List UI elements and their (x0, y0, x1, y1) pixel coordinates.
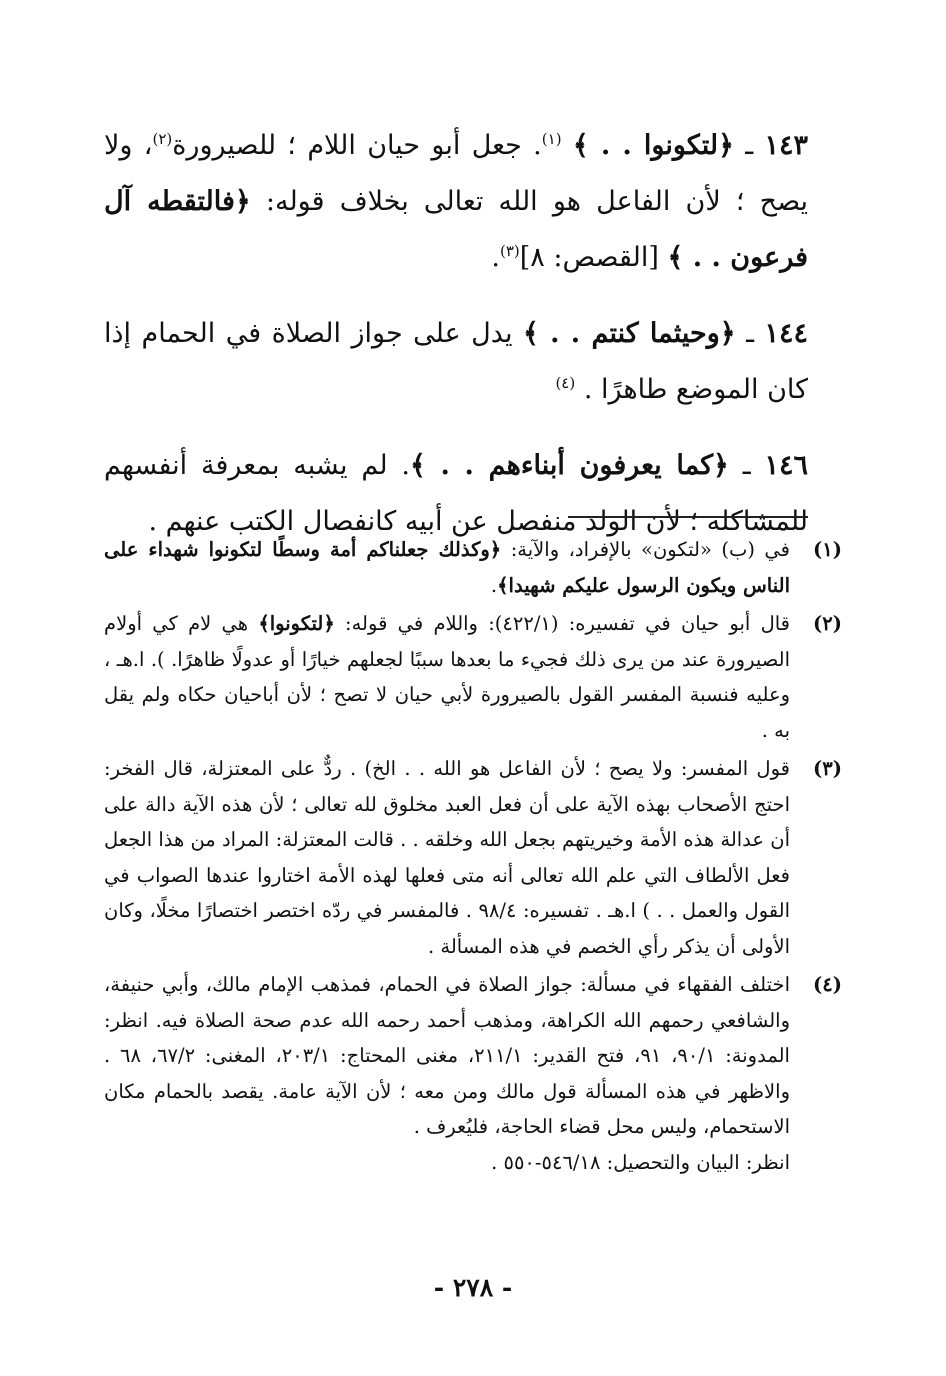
entry-number: ١٤٦ (764, 450, 808, 481)
entry-143: ١٤٣ ـ ﴿لتكونوا . . ﴾ $^{(١)}$. جعل أبو حيان اللام ؛ للصيرورة$^{(٢)}$، ولا يصح ؛ لأن الفاعل هو الله تعالى بخلاف قوله: ﴿فالتقطه آل فرعون . . ﴾ [القصص: ٨]$^{(٣)}$. (104, 130, 809, 273)
footnote-number: (٣) (813, 757, 842, 780)
footnotes (104, 532, 842, 1183)
page-number: - ٢٧٨ - (433, 1273, 513, 1302)
quran-quote: ﴿كما يعرفون أبناءهم . . ﴾ (410, 450, 729, 481)
footnote-ref: (٤) (555, 374, 576, 392)
footnote-4: (٤) اختلف الفقهاء في مسألة: جواز الصلاة في الحمام، فمذهب الإمام مالك، وأبي حنيفة، والشافعي رحمهم الله الكراهة، ومذهب أحمد رحمه الله عدم صحة الصلاة فيه. انظر: المدونة: ٩٠/١، ٩١، فتح القدير: ٢١١/١، مغنى المحتاج: ٢٠٣/١، المغنى: ٦٧/٢، ٦٨ . والاظهر في هذه المسألة قول مالك ومن معه ؛ لأن الآية عامة. يقصد بالحمام مكان الاستحمام، وليس محل قضاء الحاجة، فليُعرف . انظر: البيان والتحصيل: ٥٤٦/١٨-٥٥٠ . (104, 967, 842, 1180)
footnote-number: (٤) (813, 973, 842, 996)
footnote-number: (٢) (813, 612, 842, 635)
main-text (104, 118, 808, 570)
footnote-1: (١) في (ب) «لتكون» بالإفراد، والآية: ﴿وكذلك جعلناكم أمة وسطًا لتكونوا شهداء على الناس ويكون الرسول عليكم شهيدا﴾. (104, 532, 842, 603)
footnote-divider (568, 516, 808, 518)
footnote-reference: انظر: البيان والتحصيل: ٥٤٦/١٨-٥٥٠ . (491, 1150, 790, 1174)
entry-146: ١٤٦ ـ ﴿كما يعرفون أبناءهم . . ﴾. لم يشبه بمعرفة أنفسهم للمشاكلة ؛ لأن الولد منفصل عن أبيه كانفصال الكتب عنهم . (104, 450, 808, 537)
quran-quote: ﴿وحيثما كنتم . . ﴾ (522, 318, 736, 349)
footnote-ref: (٢) (152, 130, 173, 148)
footnote-ref: (٣) (499, 242, 520, 260)
footnote-3: (٣) قول المفسر: ولا يصح ؛ لأن الفاعل هو الله . . الخ) . ردٌّ على المعتزلة، قال الفخر: احتج الأصحاب بهذه الآية على أن فعل العبد مخلوق لله تعالى ؛ لأن هذه الآية دالة على أن عدالة هذه الأمة وخيريتهم بجعل الله وخلقه . . قالت المعتزلة: المراد من هذا الجعل فعل الألطاف التي علم الله تعالى أنه متى فعلها لهذه الأمة اختاروا عندها الصواب في القول والعمل . . ) ا.هـ . تفسيره: ٩٨/٤ . فالمفسر في ردّه اختصر اختصارًا مخلًا، وكان الأولى أن يذكر رأي الخصم في هذه المسألة . (104, 751, 842, 964)
quran-quote: ﴿وكذلك جعلناكم أمة وسطًا لتكونوا شهداء على الناس ويكون الرسول عليكم شهيدا﴾ (104, 538, 790, 597)
quran-quote: ﴿لتكونوا . . ﴾ (572, 130, 734, 161)
entry-144: ١٤٤ ـ ﴿وحيثما كنتم . . ﴾ يدل على جواز الصلاة في الحمام إذا كان الموضع طاهرًا . $^{(٤)}$ (104, 318, 808, 405)
footnote-2: (٢) قال أبو حيان في تفسيره: (٤٢٢/١): واللام في قوله: ﴿لتكونوا﴾ هي لام كي أولام الصيرورة عند من يرى ذلك فجيء ما بعدها سببًا لجعلهم خيارًا أو عدولًا ظاهرًا. ). ا.هـ ، وعليه فنسبة المفسر القول بالصيرورة لأبي حيان لا تصح ؛ لأن أباحيان حكاه ولم يقل به . (104, 606, 842, 748)
entry-number: ١٤٤ (764, 318, 808, 349)
footnote-ref: (١) (541, 130, 562, 148)
quran-quote: ﴿لتكونوا﴾ (258, 612, 335, 635)
entry-number: ١٤٣ (764, 130, 809, 161)
footnote-number: (١) (813, 538, 842, 561)
quran-quote: ﴿فالتقطه آل فرعون . . ﴾ (104, 186, 808, 273)
